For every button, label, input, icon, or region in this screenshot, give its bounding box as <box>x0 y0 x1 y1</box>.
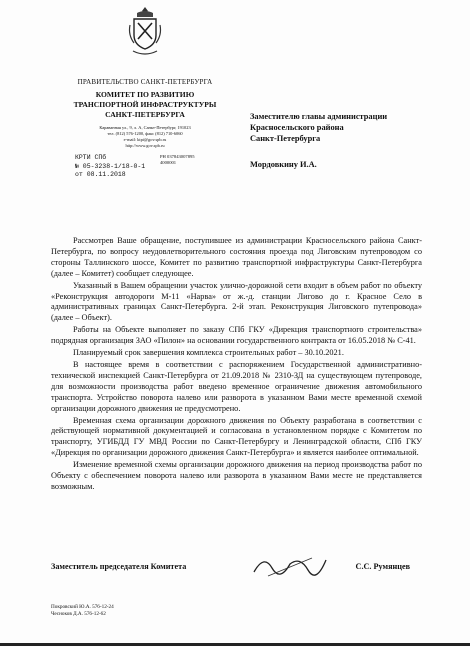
registration-stamp <box>75 154 145 180</box>
government-name: ПРАВИТЕЛЬСТВО САНКТ-ПЕТЕРБУРГА <box>77 78 213 86</box>
body-paragraph: Работы на Объекте выполняет по заказу СПб ГКУ «Дирекция транспортного строительства» подрядная организация ЗАО «Пилон» на основании государственного контракта от 16.05.2018 № С-41. <box>51 325 422 346</box>
committee-name <box>55 90 235 120</box>
signatory-title: Заместитель председателя Комитета <box>51 562 187 571</box>
contact-website: http://www.gov.spb.ru <box>125 143 165 148</box>
committee-line: ТРАНСПОРТНОЙ ИНФРАСТРУКТУРЫ <box>73 100 217 109</box>
scan-edge-line <box>0 643 470 646</box>
executor-line: Покровский Ю.А. 576-12-24 <box>51 604 114 610</box>
addressee-name: Мордовкину И.А. <box>250 160 317 169</box>
body-paragraph: Изменение временной схемы организации дорожного движения на период производства работ по Объекту с обеспечением поворота налево или разворота в указанном Вами месте не представляется возможным. <box>51 460 422 491</box>
coat-of-arms-emblem <box>127 5 163 57</box>
body-paragraph: Временная схема организации дорожного движения по Объекту разработана в соответствии с действующей нормативной документацией и согласована в установленном порядке с Комитетом по транспорту, УГИБДД ГУ МВД России по Санкт-Петербургу и Ленинградской области, СПб ГКУ «Дирекция по организации дорожного движения Санкт-Петербурга» и является наиболее оптимальной. <box>51 415 422 458</box>
doc-id: 4000001 <box>160 160 177 165</box>
body-paragraph: Рассмотрев Ваше обращение, поступившее из администрации Красносельского района Санкт-Петербурга, по вопросу неудовлетворительного состояния проезда под Лиговским путепроводом со стороны Таллинского шоссе, Комитет по развитию транспортной инфраструктуры Санкт-Петербурга (далее – Комитет) сообщает следующее. <box>51 236 422 278</box>
contact-phone: тел. (812) 576-1200, факс (812) 710-6060 <box>107 131 183 136</box>
doc-id: РН 037843007895 <box>160 154 195 159</box>
addressee-line: Красносельского района <box>250 123 344 132</box>
handwritten-signature <box>250 550 330 580</box>
committee-line: САНКТ-ПЕТЕРБУРГА <box>105 110 185 119</box>
body-paragraph: В настоящее время в соответствии с распоряжением Государственной административно-технической инспекцией Санкт-Петербурга от 21.09.2018 № 2310-ЗД на существующем путепроводе, для возможности производства работ введено временное ограничение движения автомобильного транспорта. Устройство поворота налево или разворота в указанном Вами месте временной схемой организации дорожного движения не предусмотрено. <box>51 359 422 413</box>
addressee-line: Санкт-Петербурга <box>250 134 321 143</box>
committee-contacts <box>55 125 235 149</box>
document-id-numbers <box>160 154 195 166</box>
addressee-line: Заместителю главы администрации <box>250 112 388 121</box>
letter-body <box>51 236 422 494</box>
reg-number: № 05-3238-1/18-0-1 <box>75 162 146 170</box>
addressee-block <box>250 111 460 144</box>
executor-line: Чесноков Д.А. 576-12-62 <box>51 611 106 617</box>
committee-line: КОМИТЕТ ПО РАЗВИТИЮ <box>95 90 195 99</box>
executors-block <box>51 604 114 618</box>
signatory-name: С.С. Румянцев <box>355 562 410 571</box>
body-paragraph: Планируемый срок завершения комплекса строительных работ – 30.10.2021. <box>73 348 344 358</box>
contact-email: e-mail: ktpi@gov.spb.ru <box>123 137 167 142</box>
reg-office: КРТИ СПб <box>75 154 107 161</box>
reg-date: от 08.11.2018 <box>75 171 126 178</box>
contact-address: Караванная ул., 9, л. А, Санкт-Петербург, 191023 <box>99 125 191 130</box>
body-paragraph: Указанный в Вашем обращении участок улично-дорожной сети входит в объем работ по объекту «Реконструкция автодороги М-11 «Нарва» от ж.-д. станции Лигово до г. Красное Село в административных границах Санкт-Петербурга. 2-й этап. Реконструкция Лиговского путепровода» (далее – Объект). <box>51 280 422 323</box>
